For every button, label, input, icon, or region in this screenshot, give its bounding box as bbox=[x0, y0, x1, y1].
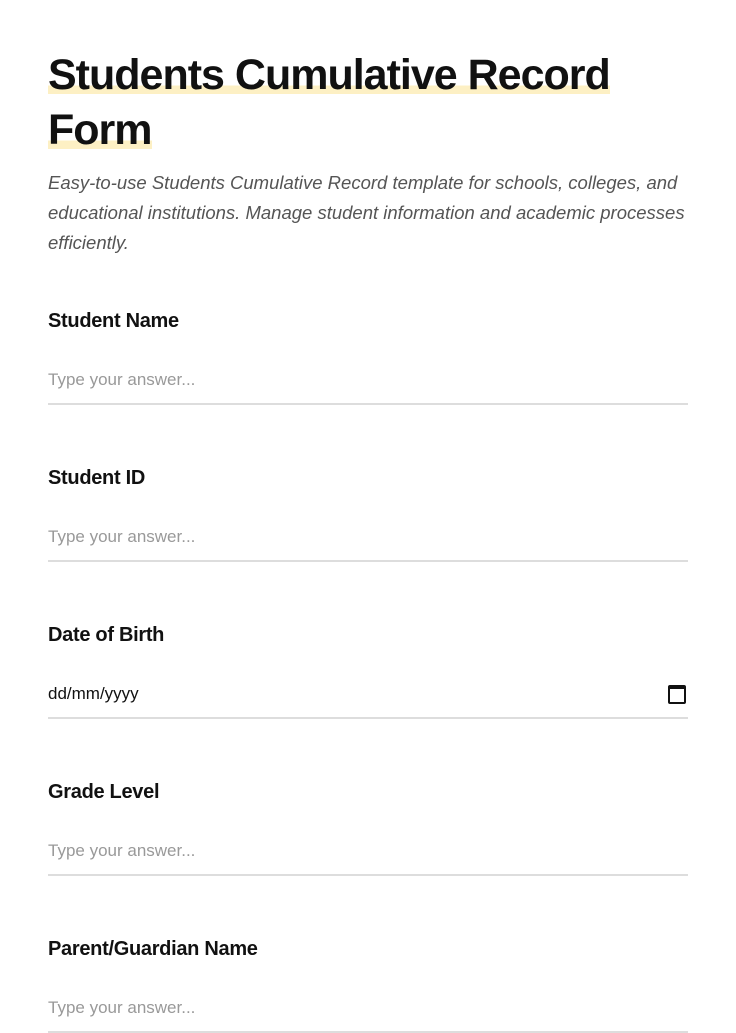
field-label: Student ID bbox=[48, 467, 145, 489]
student-name-input[interactable]: Type your answer... bbox=[48, 357, 688, 405]
field-label: Date of Birth bbox=[48, 624, 165, 646]
parent-guardian-name-input[interactable]: Type your answer... bbox=[48, 985, 688, 1033]
field-parent-guardian-name bbox=[48, 938, 688, 1033]
field-student-id bbox=[48, 467, 688, 562]
field-label: Parent/Guardian Name bbox=[48, 938, 258, 960]
date-of-birth-input[interactable]: dd/mm/yyyy bbox=[48, 671, 688, 719]
field-student-name bbox=[48, 310, 688, 405]
field-grade-level bbox=[48, 781, 688, 876]
form-description: Easy-to-use Students Cumulative Record template for schools, colleges, and educational institutions. Manage student information and academic processes efficiently. bbox=[48, 172, 685, 253]
field-date-of-birth bbox=[48, 624, 688, 719]
student-id-input[interactable]: Type your answer... bbox=[48, 514, 688, 562]
field-label: Grade Level bbox=[48, 781, 160, 803]
calendar-icon[interactable] bbox=[668, 685, 686, 704]
page-title: Students Cumulative Record Form bbox=[48, 51, 610, 154]
grade-level-input[interactable]: Type your answer... bbox=[48, 828, 688, 876]
field-label: Student Name bbox=[48, 310, 179, 332]
